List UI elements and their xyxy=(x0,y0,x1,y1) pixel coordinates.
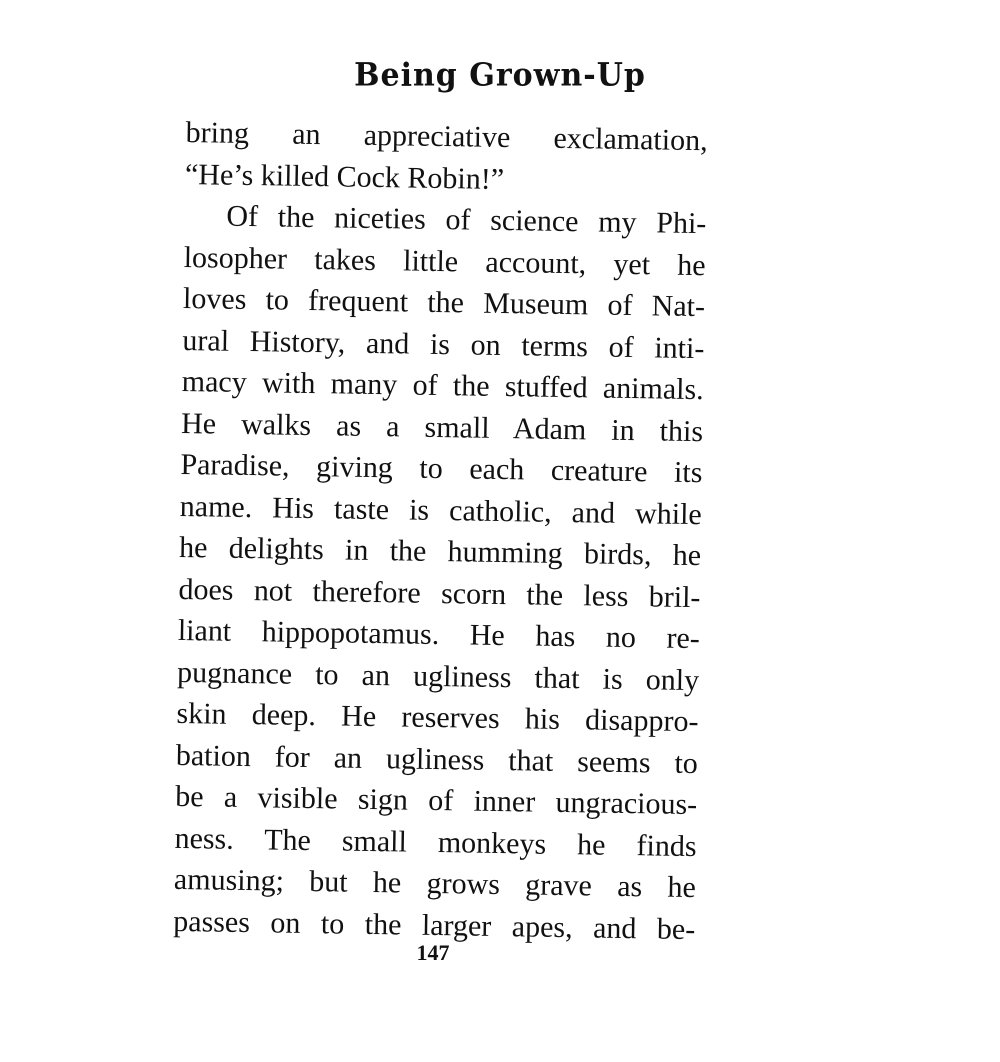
text-line: loves to frequent the Museum of Nat- xyxy=(182,281,706,324)
text-line: “He’s killed Cock Robin!” xyxy=(184,157,505,196)
page-number: 147 xyxy=(416,940,450,965)
text-line: amusing; but he grows grave as he xyxy=(173,862,697,905)
text-line: does not therefore scorn the less bril- xyxy=(178,572,701,614)
text-line: name. His taste is catholic, and while xyxy=(179,489,703,531)
text-line: ness. The small monkeys he finds xyxy=(174,821,697,863)
text-line: skin deep. He reserves his disappro- xyxy=(176,696,699,739)
text-line: passes on to the larger apes, and be- xyxy=(173,904,696,946)
text-line: liant hippopotamus. He has no re- xyxy=(177,613,701,656)
text-line: bring an appreciative exclamation, xyxy=(185,115,708,158)
text-line: be a visible sign of inner ungracious- xyxy=(174,779,698,822)
running-head: Being Grown-Up xyxy=(354,57,646,94)
text-line: losopher takes little account, yet he xyxy=(183,240,706,282)
text-line: he delights in the humming birds, he xyxy=(178,530,702,573)
text-line: ural History, and is on terms of inti- xyxy=(182,323,705,365)
text-line: bation for an ugliness that seems to xyxy=(175,738,699,780)
text-line: Of the niceties of science my Phi- xyxy=(226,199,707,241)
text-line: pugnance to an ugliness that is only xyxy=(176,655,700,697)
body-text xyxy=(173,112,708,950)
text-line: He walks as a small Adam in this xyxy=(180,406,704,448)
text-line: Paradise, giving to each creature its xyxy=(180,447,703,490)
text-line: macy with many of the stuffed animals. xyxy=(181,364,704,407)
